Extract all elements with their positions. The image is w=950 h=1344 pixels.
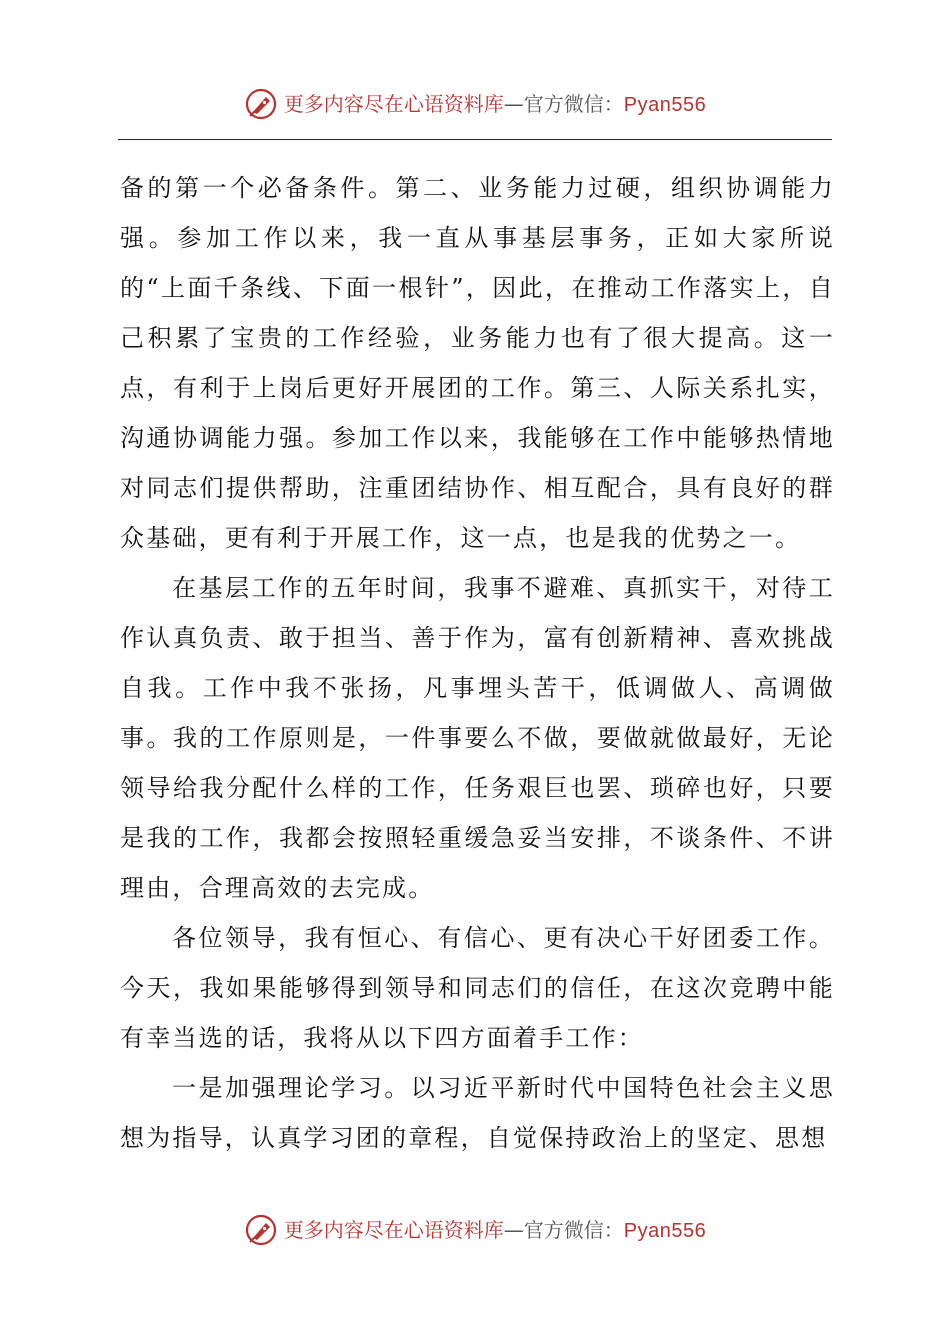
pen-nib-logo-icon [244,1213,278,1247]
footer-dash: — [503,1217,524,1242]
footer-text [284,1210,706,1251]
footer-official-label: 官方微信： [523,1217,624,1242]
header-banner [0,84,950,124]
header-text [284,84,706,125]
header-brand: 更多内容尽在心语资料库 [283,91,504,116]
paragraph: 一是加强理论学习。以习近平新时代中国特色社会主义思想为指导，认真学习团的章程，自觉保持政治上的坚定、思想 [120,1074,835,1152]
paragraph: 在基层工作的五年时间，我事不避难、真抓实干，对待工作认真负责、敢于担当、善于作为，富有创新精神、喜欢挑战自我。工作中我不张扬，凡事埋头苦干，低调做人、高调做事。我的工作原则是，一件事要么不做，要做就做最好，无论领导给我分配什么样的工作，任务艰巨也罢、琐碎也好，只要是我的工作，我都会按照轻重缓急妥当安排，不谈条件、不讲理由，合理高效的去完成。 [120,574,835,902]
footer-banner [0,1210,950,1250]
pen-nib-logo-icon [244,87,278,121]
paragraph: 各位领导，我有恒心、有信心、更有决心干好团委工作。今天，我如果能够得到领导和同志们的信任，在这次竞聘中能有幸当选的话，我将从以下四方面着手工作： [120,924,835,1052]
header-dash: — [503,91,524,116]
document-body [120,163,835,1163]
header-divider [118,139,832,140]
paragraph: 备的第一个必备条件。第二、业务能力过硬，组织协调能力强。参加工作以来，我一直从事基层事务，正如大家所说的“上面千条线、下面一根针”，因此，在推动工作落实上，自己积累了宝贵的工作经验，业务能力也有了很大提高。这一点，有利于上岗后更好开展团的工作。第三、人际关系扎实，沟通协调能力强。参加工作以来，我能够在工作中能够热情地对同志们提供帮助，注重团结协作、相互配合，具有良好的群众基础，更有利于开展工作，这一点，也是我的优势之一。 [120,174,835,552]
header-account: Pyan556 [623,93,707,116]
header-official-label: 官方微信： [523,91,624,116]
footer-account: Pyan556 [623,1219,707,1242]
footer-brand: 更多内容尽在心语资料库 [283,1217,504,1242]
